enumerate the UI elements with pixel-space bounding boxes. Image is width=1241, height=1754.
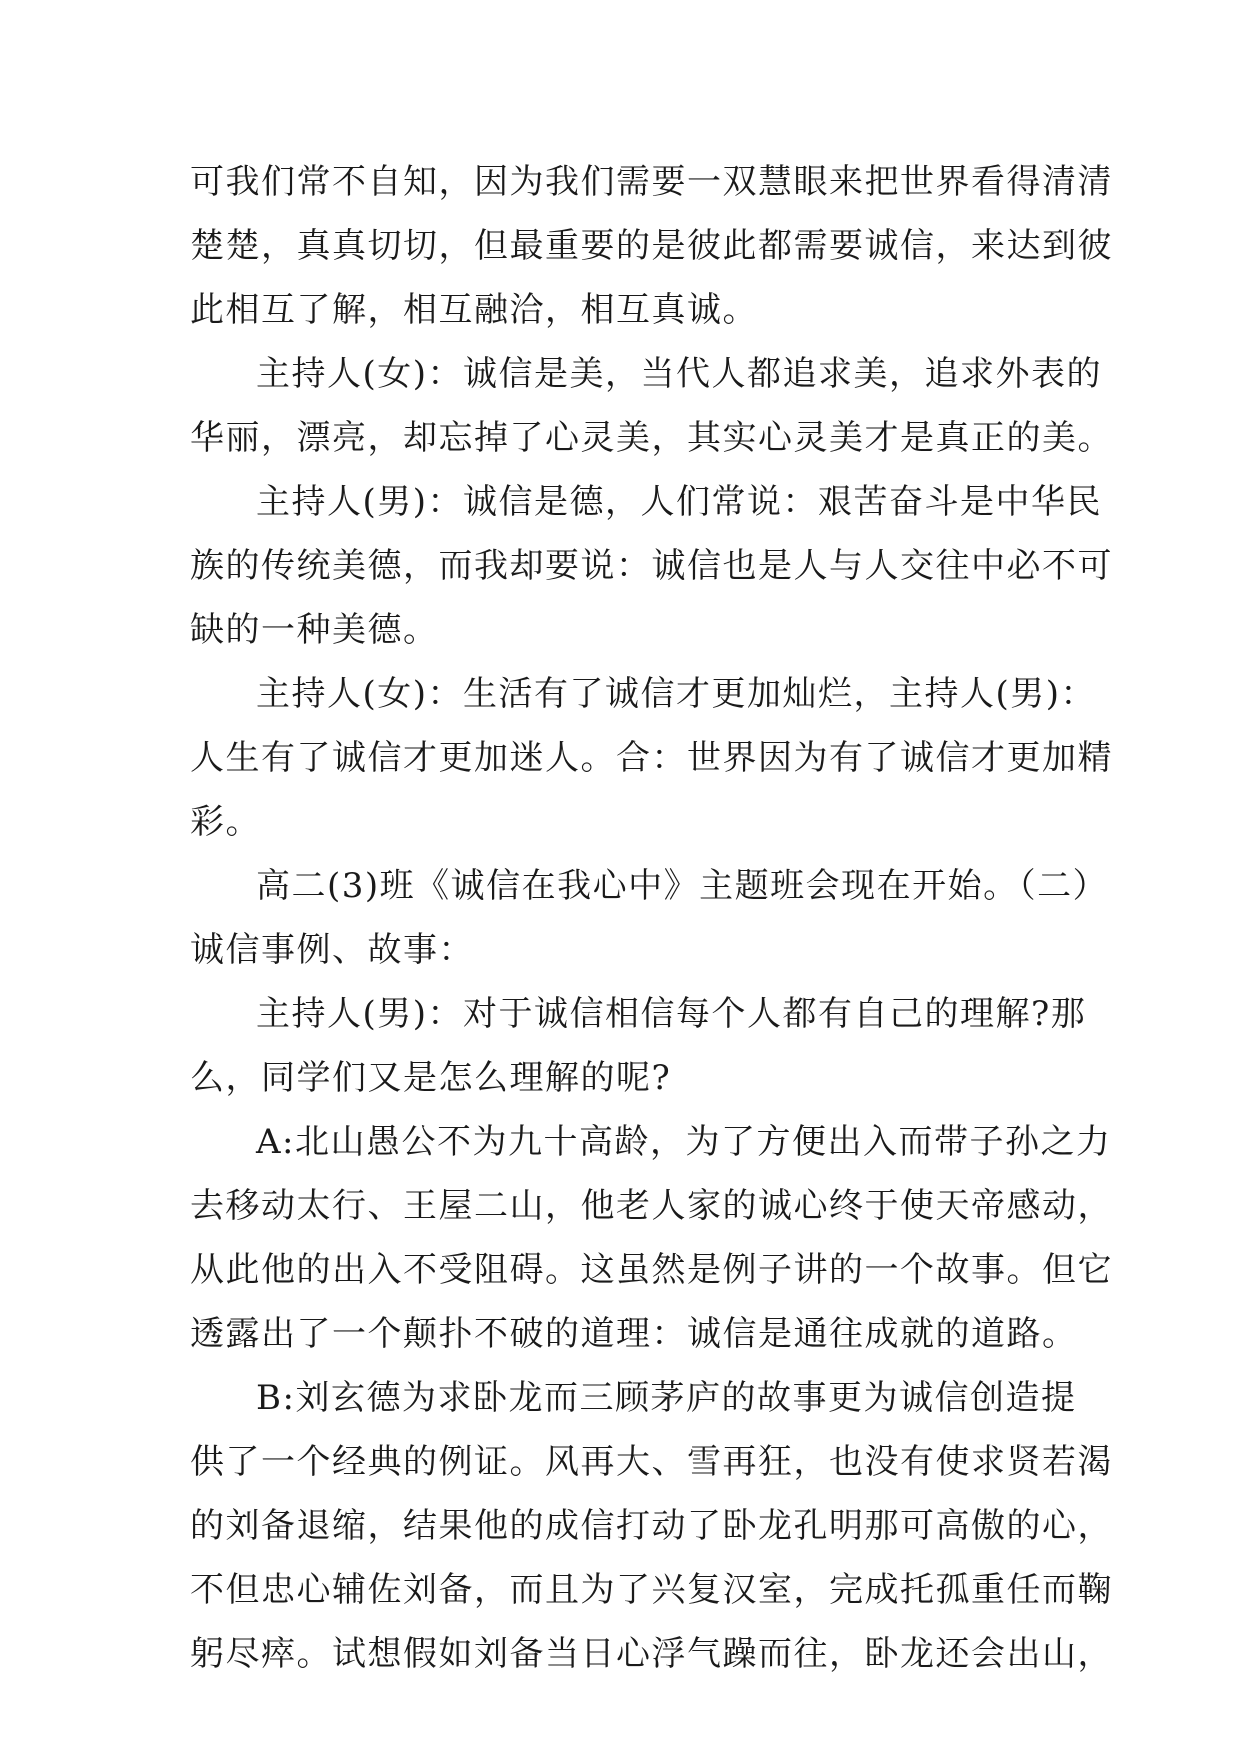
text-line: 缺的一种美德。 [190,610,439,650]
text-line: 彩。 [190,802,261,842]
text-line: 可我们常不自知，因为我们需要一双慧眼来把世界看得清清 [190,162,1113,202]
text-line: 躬尽瘁。试想假如刘备当日心浮气躁而往，卧龙还会出山， [190,1634,1113,1674]
text-line: 主持人(男)：诚信是德，人们常说：艰苦奋斗是中华民 [256,482,1103,522]
text-line: 的刘备退缩，结果他的成信打动了卧龙孔明那可高傲的心， [190,1506,1113,1546]
text-line: 族的传统美德，而我却要说：诚信也是人与人交往中必不可 [190,546,1113,586]
text-line: 高二(3)班《诚信在我心中》主题班会现在开始。（二） [256,866,1109,906]
text-line: A:北山愚公不为九十高龄，为了方便出入而带子孙之力 [256,1122,1112,1162]
text-line: 从此他的出入不受阻碍。这虽然是例子讲的一个故事。但它 [190,1250,1113,1290]
text-line: 供了一个经典的例证。风再大、雪再狂，也没有使求贤若渴 [190,1442,1113,1482]
text-line: 诚信事例、故事： [190,930,474,970]
text-line: 华丽，漂亮，却忘掉了心灵美，其实心灵美才是真正的美。 [190,418,1113,458]
text-line: B:刘玄德为求卧龙而三顾茅庐的故事更为诚信创造提 [256,1378,1077,1418]
text-line: 人生有了诚信才更加迷人。合：世界因为有了诚信才更加精 [190,738,1113,778]
text-line: 此相互了解，相互融洽，相互真诚。 [190,290,758,330]
text-line: 不但忠心辅佐刘备，而且为了兴复汉室，完成托孤重任而鞠 [190,1570,1113,1610]
text-line: 楚楚，真真切切，但最重要的是彼此都需要诚信，来达到彼 [190,226,1113,266]
text-line: 么，同学们又是怎么理解的呢? [190,1058,672,1098]
text-line: 主持人(女)：诚信是美，当代人都追求美，追求外表的 [256,354,1103,394]
document-body [190,150,1113,1686]
text-line: 主持人(男)：对于诚信相信每个人都有自己的理解?那 [256,994,1087,1034]
text-line: 主持人(女)：生活有了诚信才更加灿烂，主持人(男)： [256,674,1097,714]
text-line: 透露出了一个颠扑不破的道理：诚信是通往成就的道路。 [190,1314,1078,1354]
text-line: 去移动太行、王屋二山，他老人家的诚心终于使天帝感动， [190,1186,1113,1226]
